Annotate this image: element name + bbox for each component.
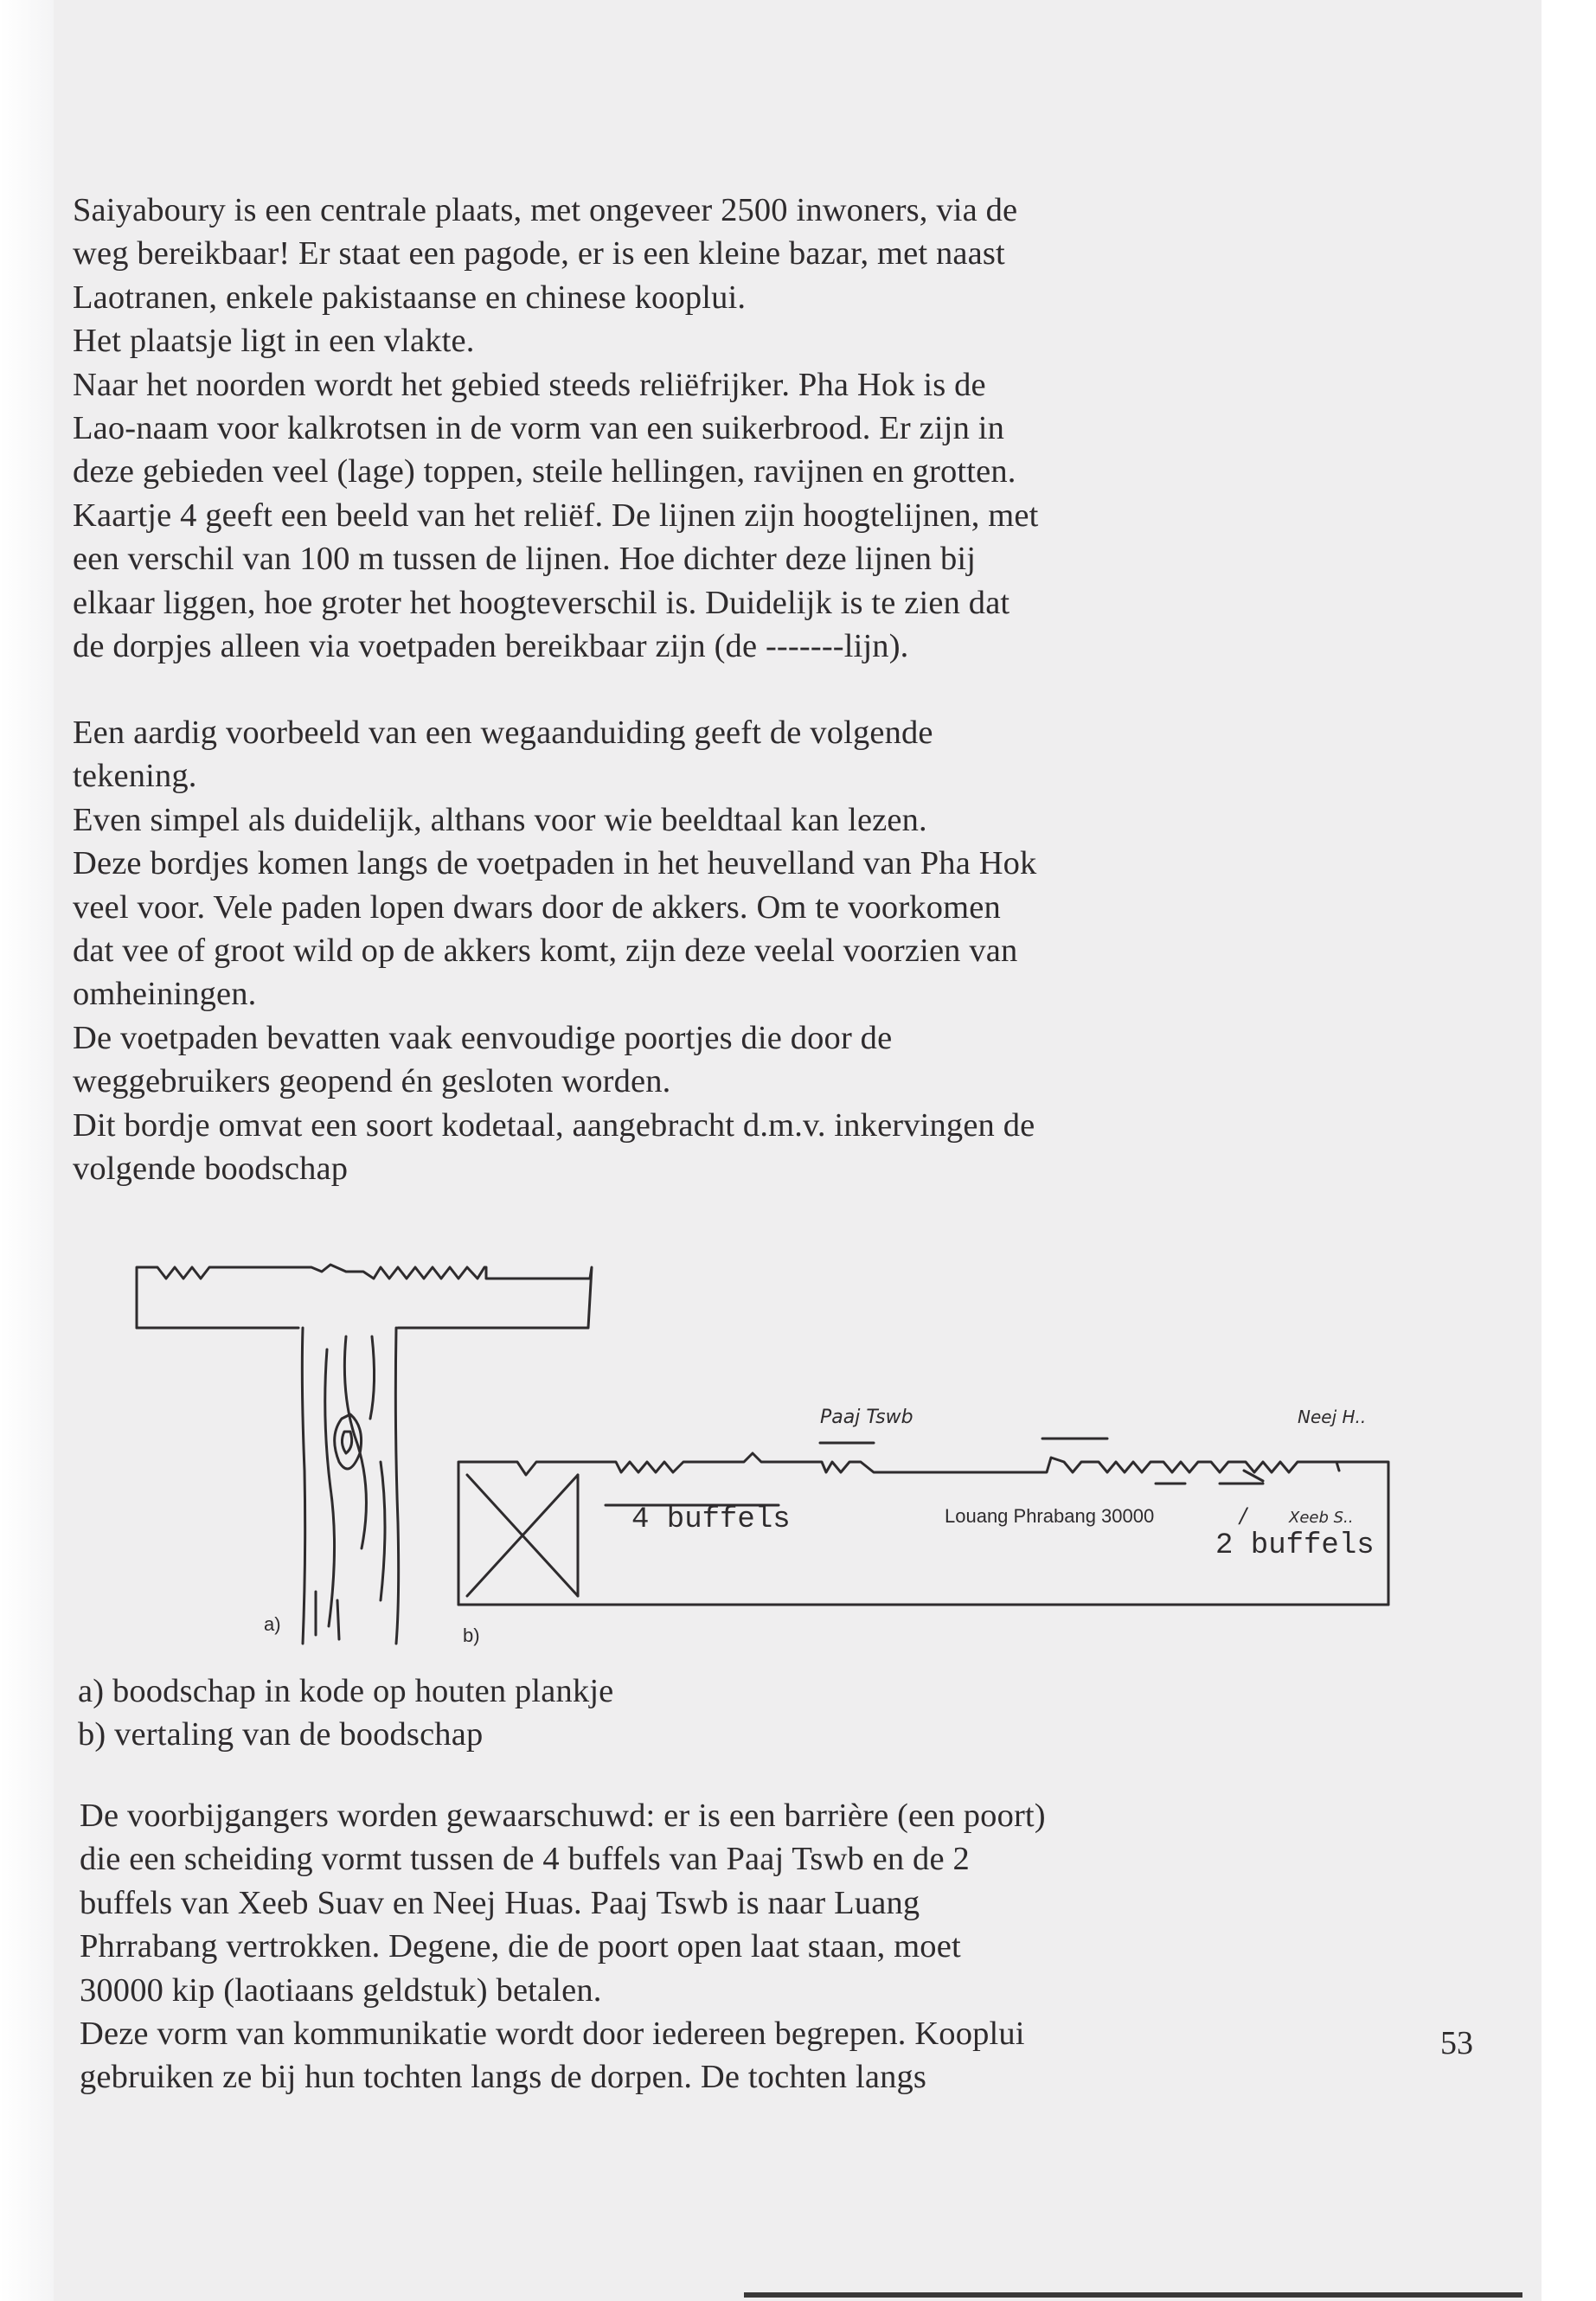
paragraph-wegaanduiding: Een aardig voorbeeld van een wegaanduiding geeft de volgende tekening. Even simpel als duidelijk, althans voor wie beeldtaal kan lezen. Deze bordjes komen langs de voetpaden in het heuvelland van Pha Hok veel voor. Vele paden lopen dwars door de akkers. Om te voorkomen dat vee of groot wild op de akkers komt, zijn deze veelal voorzien van omheiningen. De voetpaden bevatten vaak eenvoudige poortjes die door de weggebruikers geopend én gesloten worden. Dit bordje omvat een soort kodetaal, aangebracht d.m.v. inkervingen de volgende boodschap	[73, 715, 1037, 1188]
paragraph-saiyaboury: Saiyaboury is een centrale plaats, met ongeveer 2500 inwoners, via de weg bereikbaar! Er staat een pagode, er is een kleine bazar, met naast Laotranen, enkele pakistaanse en chinese kooplui. Het plaatsje ligt in een vlakte. Naar het noorden wordt het gebied steeds reliëfrijker. Pha Hok is de Lao-naam voor kalkrotsen in de vorm van een suikerbrood. Er zijn in deze gebieden veel (lage) toppen, steile hellingen, ravijnen en grotten. Kaartje 4 geeft een beeld van het reliëf. De lijnen zijn hoogtelijnen, met een verschil van 100 m tussen de lijnen. Hoe dichter deze lijnen bij elkaar liggen, hoe groter het hoogteverschil is. Duidelijk is te zien dat de dorpjes alleen via voetpaden bereikbaar zijn (de -------lijn).	[73, 192, 1039, 665]
label-a: a)	[264, 1613, 281, 1635]
page-number: 53	[1440, 2025, 1473, 2061]
label-xeeb: Xeeb S..	[1289, 1509, 1354, 1527]
paragraph-voorbijgangers: De voorbijgangers worden gewaarschuwd: er is een barrière (een poort) die een scheiding vormt tussen de 4 buffels van Paaj Tswb en de 2 buffels van Xeeb Suav en Neej Huas. Paaj Tswb is naar Luang Phrrabang vertrokken. Degene, die de poort open laat staan, moet 30000 kip (laotiaans geldstuk) betalen. Deze vorm van kommunikatie wordt door iedereen begrepen. Kooplui gebruiken ze bij hun tochten langs de dorpen. De tochten langs	[80, 1798, 1046, 2096]
label-slash: /	[1240, 1503, 1247, 1528]
page-margin	[0, 0, 54, 2301]
label-4-buffels: 4 buffels	[631, 1503, 791, 1536]
figure-captions: a) boodschap in kode op houten plankje b) vertaling van de boodschap	[78, 1673, 614, 1753]
page-edge-bar	[744, 2292, 1522, 2298]
label-neej: Neej H..	[1298, 1407, 1367, 1427]
label-paaj-tswb: Paaj Tswb	[820, 1407, 913, 1428]
label-louang-phrabang: Louang Phrabang 30000	[945, 1505, 1155, 1527]
label-b: b)	[463, 1625, 480, 1646]
label-2-buffels: 2 buffels	[1215, 1529, 1375, 1562]
